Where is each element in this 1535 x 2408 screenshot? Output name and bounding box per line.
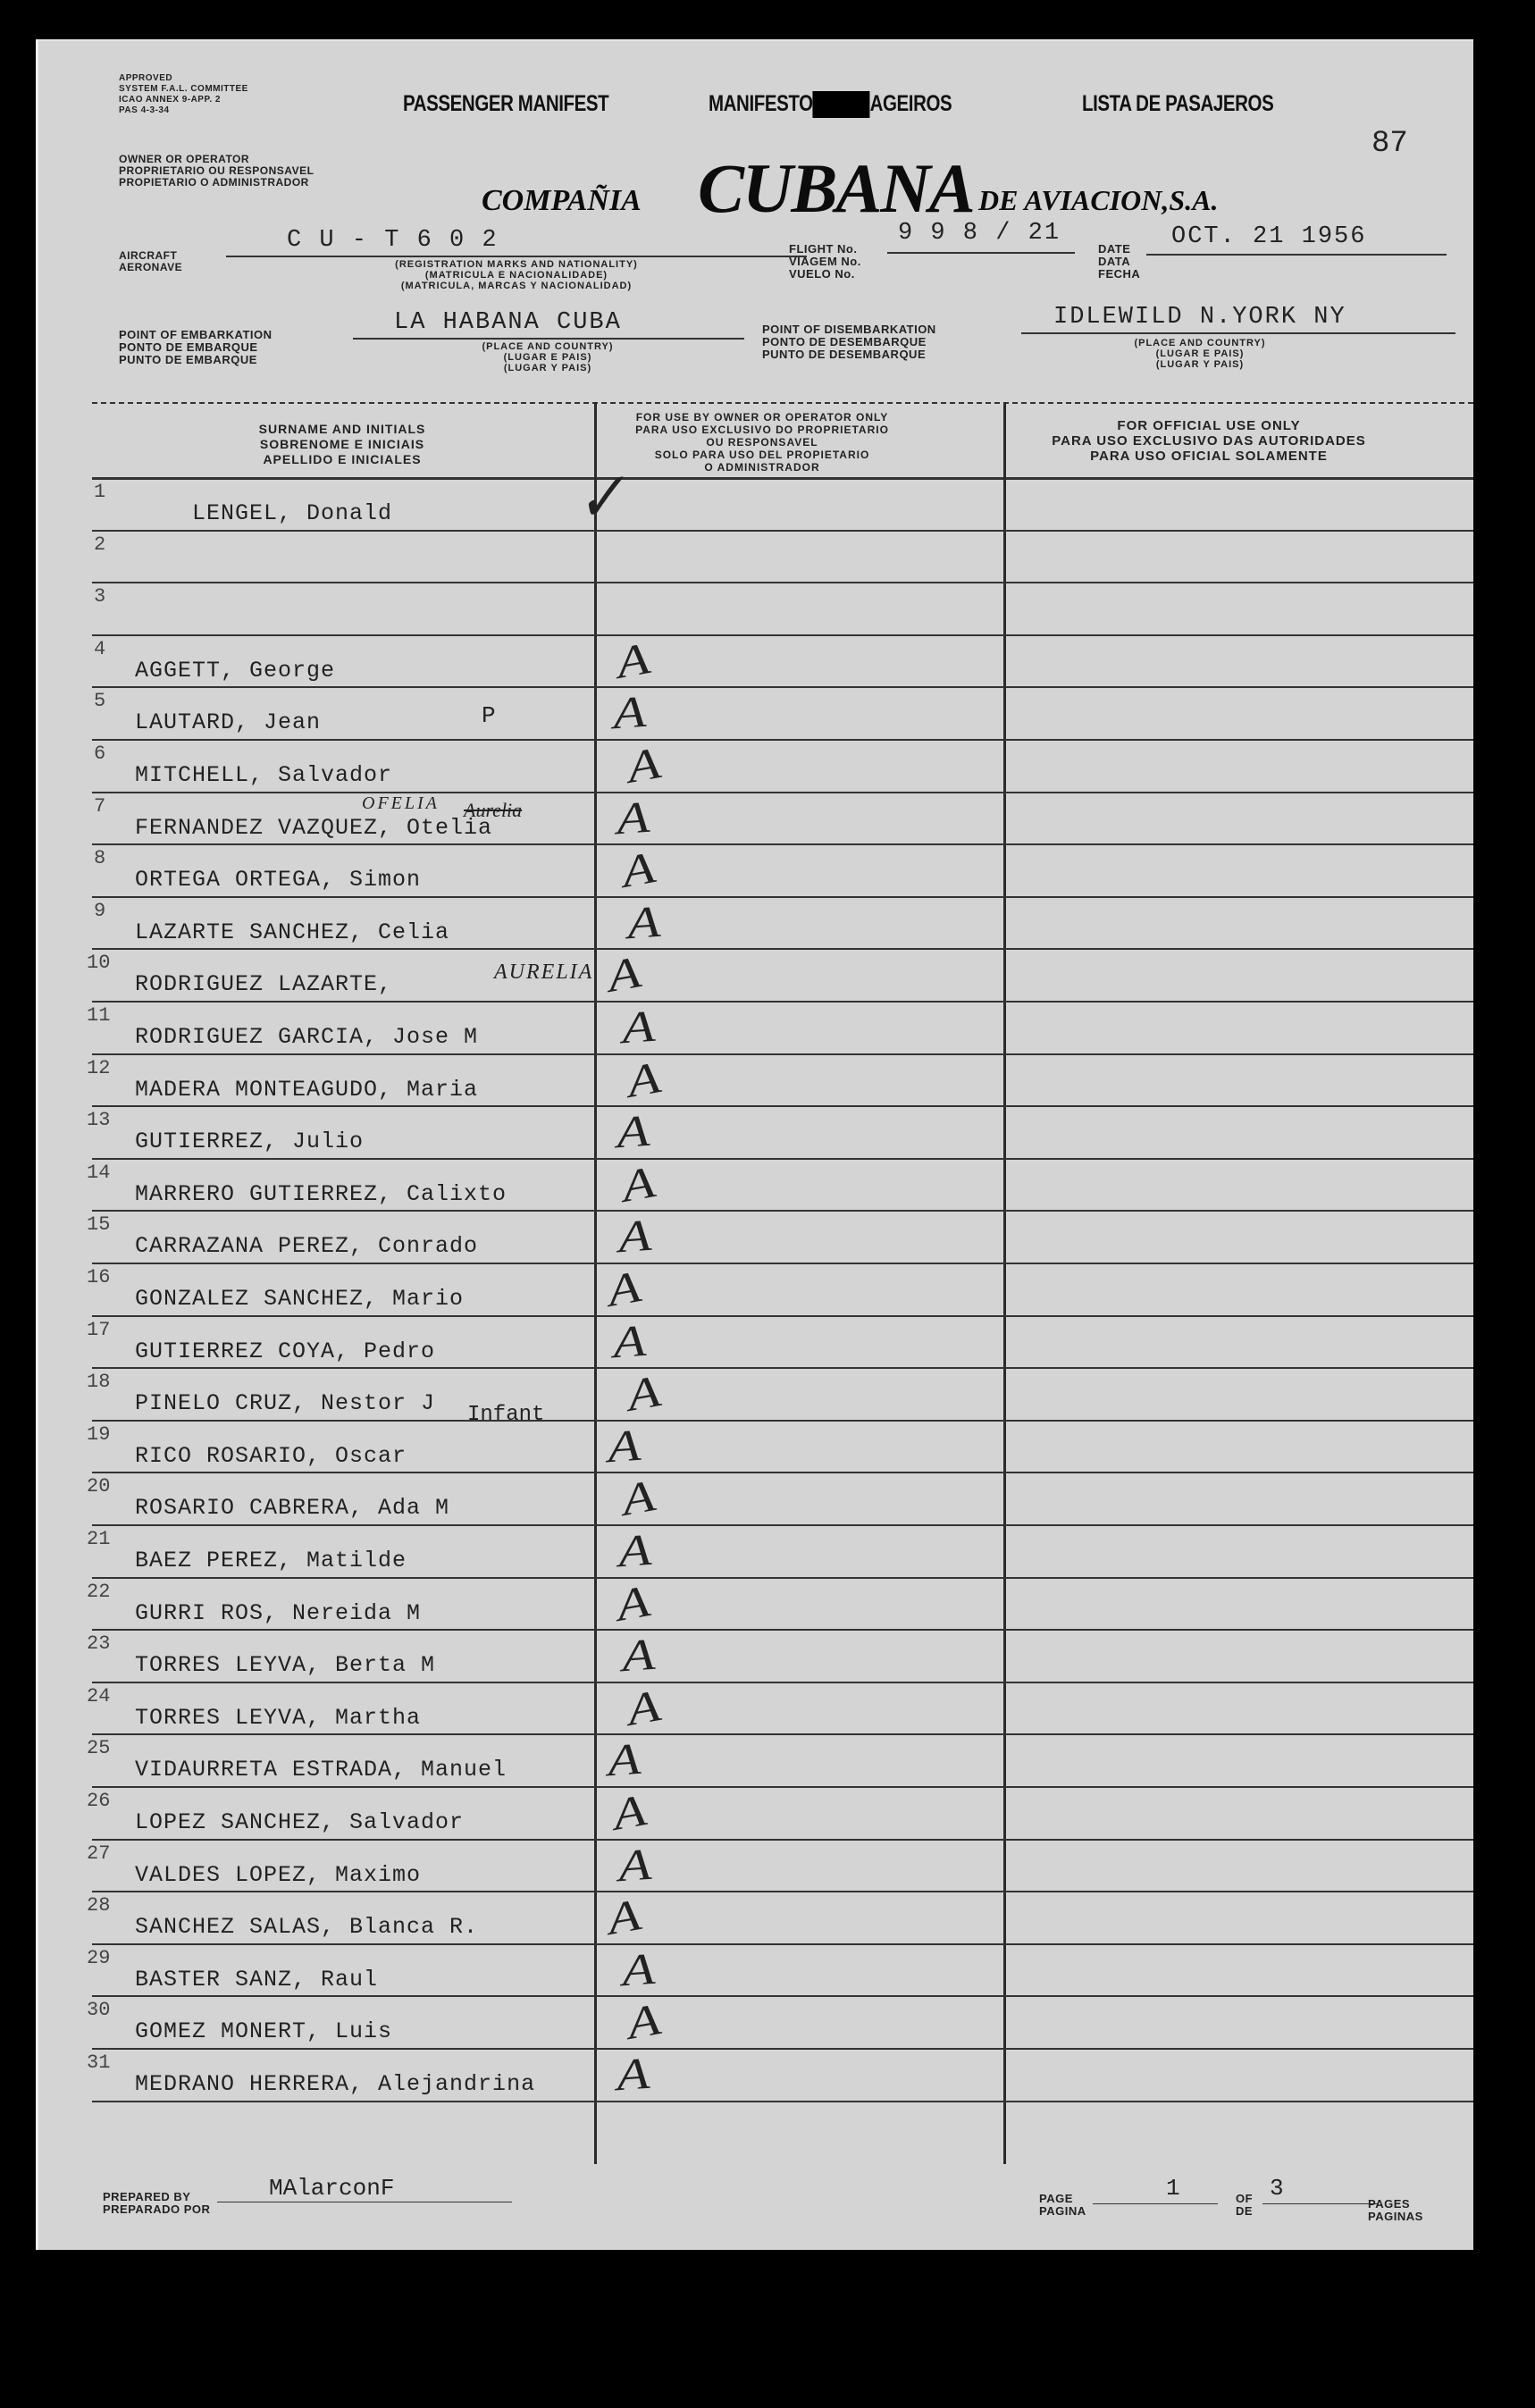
column-divider-1 [594,402,597,2164]
row-number: 19 [87,1422,111,1446]
use-mark: A [615,1104,651,1158]
title-portuguese [709,91,952,118]
title-portuguese-end: AGEIROS [869,91,952,116]
page-label: PAGINA [1039,2204,1086,2218]
col-surname-header-line: SOBRENOME E INICIAIS [259,437,425,451]
passenger-name: AGGETT, George [135,657,336,684]
disembark-sublabels [1111,338,1289,370]
row-number: 21 [87,1528,111,1550]
col-owner-use-header-line: O ADMINISTRADOR [704,461,820,474]
row-rule [92,1001,1473,1003]
flight-label: VIAGEM No. [789,255,861,268]
aircraft-sublabel: (MATRICULA E NACIONALIDADE) [424,270,608,281]
use-mark: A [617,1470,659,1526]
passenger-name: PINELO CRUZ, Nestor J [135,1390,436,1417]
table-header-bottom-border [92,477,1473,480]
row-number: 28 [87,1894,111,1917]
prepared-by-label: PREPARED BY [103,2190,191,2203]
embark-sublabel: (LUGAR Y PAIS) [503,363,592,373]
pages-label: PAGES [1368,2197,1411,2211]
owner-label: PROPIETARIO O ADMINISTRADOR [119,176,309,189]
row-number: 17 [87,1318,111,1341]
embark-sublabels [458,341,637,373]
use-mark: A [603,1261,645,1316]
embark-value: LA HABANA CUBA [394,309,622,336]
row-number: 22 [87,1580,111,1603]
aircraft-sublabel: (MATRICULA, MARCAS Y NACIONALIDAD) [400,281,633,291]
use-mark: A [623,1680,665,1735]
flight-labels [789,243,861,281]
row-number: 11 [87,1004,111,1027]
row-number: 27 [87,1842,111,1865]
col-surname-header-line: APELLIDO E INICIALES [263,452,422,466]
prepared-by-label: PREPARADO POR [103,2202,211,2216]
col-owner-use-header-line: OU RESPONSAVEL [706,436,818,449]
passenger-name: GUTIERREZ, Julio [135,1128,365,1155]
company-suffix: DE AVIACION,S.A. [978,184,1219,216]
row-number: 31 [87,2051,111,2074]
col-owner-use-header [610,411,914,474]
embark-label: PUNTO DE EMBARQUE [119,353,257,366]
col-official-header-line: FOR OFFICIAL USE ONLY [1117,418,1301,433]
check-mark: ✓ [570,461,632,537]
row-rule [92,582,1473,583]
pages-labels [1368,2198,1423,2223]
row-rule [92,1367,1473,1369]
row-number: 9 [94,899,106,922]
company-name: CUBANA [698,149,974,227]
passenger-name: RODRIGUEZ LAZARTE, [135,971,393,998]
page-underline [1093,2203,1218,2204]
date-label: FECHA [1098,267,1141,281]
row-number: 15 [87,1213,111,1237]
passenger-name: SANCHEZ SALAS, Blanca R. [135,1914,479,1941]
date-label: DATE [1098,242,1131,256]
row-rule [92,1524,1473,1526]
row-rule [92,1472,1473,1473]
date-value: OCT. 21 1956 [1171,223,1367,250]
of-label: OF [1236,2192,1254,2205]
col-owner-use-header-line: FOR USE BY OWNER OR OPERATOR ONLY [635,411,889,424]
use-mark: A [603,946,645,1003]
row-number: 6 [94,743,106,765]
row-number: 3 [94,585,106,608]
use-mark: A [603,1889,645,1944]
row-rule [92,2048,1473,2050]
column-divider-2 [1003,402,1006,2164]
use-mark: A [611,1314,648,1367]
use-mark: A [612,1574,654,1631]
embark-sublabel: (PLACE AND COUNTRY) [482,341,614,352]
row-number: 14 [87,1161,111,1184]
disembark-label: PUNTO DE DESEMBARQUE [762,348,927,361]
flight-underline [887,252,1075,254]
aircraft-sublabels [306,259,726,291]
embark-label: POINT OF EMBARKATION [119,328,273,341]
passenger-name: LAZARTE SANCHEZ, Celia [135,919,450,945]
aircraft-label: AIRCRAFT [119,249,178,262]
use-mark: A [617,1156,659,1212]
row-number: 20 [87,1475,111,1498]
passenger-name: MARRERO GUTIERREZ, Calixto [135,1180,507,1207]
disembark-value: IDLEWILD N.YORK NY [1053,304,1346,331]
passenger-name: CARRAZANA PEREZ, Conrado [135,1233,479,1260]
col-surname-header-line: SURNAME AND INITIALS [258,422,426,436]
embark-labels [119,329,273,366]
redaction-block [813,91,870,118]
passenger-name: LENGEL, Donald [192,500,393,526]
row-number: 23 [87,1632,111,1656]
row-rule [92,1105,1473,1107]
use-mark: A [608,1784,650,1840]
of-labels [1236,2193,1253,2218]
use-mark: A [611,686,648,739]
passenger-name: ORTEGA ORTEGA, Simon [135,867,422,894]
row-number: 5 [94,690,106,713]
approval-line: PAS 4-3-34 [119,105,170,115]
row-rule [92,686,1473,688]
page-labels [1039,2193,1086,2218]
passenger-name: RODRIGUEZ GARCIA, Jose M [135,1024,479,1050]
passenger-name: GOMEZ MONERT, Luis [135,2018,393,2045]
aircraft-sublabel: (REGISTRATION MARKS AND NATIONALITY) [395,259,638,270]
title-spanish: LISTA DE PASAJEROS [1082,91,1274,116]
use-mark: A [623,1993,665,2050]
owner-label: PROPRIETARIO OU RESPONSAVEL [119,164,315,177]
approval-line: ICAO ANNEX 9-APP. 2 [119,95,221,105]
row7-struck-name: Aurelia [464,798,523,821]
use-mark: A [617,1523,653,1577]
row-number: 13 [87,1109,111,1132]
row-number: 18 [87,1371,111,1394]
row-rule [92,1420,1473,1422]
row-rule [92,2101,1473,2102]
row-rule [92,792,1473,793]
row-rule [92,1053,1473,1055]
row-rule [92,1577,1473,1579]
embark-label: PONTO DE EMBARQUE [119,340,258,354]
use-mark: A [623,1051,665,1107]
row-rule [92,530,1473,532]
disembark-sublabel: (PLACE AND COUNTRY) [1134,338,1266,348]
passenger-name: MADERA MONTEAGUDO, Maria [135,1076,479,1103]
use-mark: A [617,1838,653,1891]
embark-sublabel: (LUGAR E PAIS) [503,352,592,363]
passenger-name: VIDAURRETA ESTRADA, Manuel [135,1757,507,1783]
owner-labels [119,154,314,189]
row-rule [92,1786,1473,1788]
row-rule [92,1629,1473,1631]
corner-page-number: 87 [1371,127,1408,161]
page-label: PAGE [1039,2192,1073,2205]
flight-label: FLIGHT No. [789,242,858,256]
row-rule [92,1263,1473,1264]
row-rule [92,1315,1473,1317]
use-mark: A [620,1942,657,1996]
col-owner-use-header-line: PARA USO EXCLUSIVO DO PROPRIETARIO [635,424,889,436]
use-mark: A [617,842,659,897]
passenger-name: ROSARIO CABRERA, Ada M [135,1495,450,1522]
row-rule [92,1995,1473,1997]
passenger-name: FERNANDEZ VAZQUEZ, Otelia [135,814,493,841]
row-number: 2 [94,533,106,556]
use-mark: A [620,1000,657,1053]
company-prefix: COMPAÑIA [482,184,642,217]
disembark-labels [762,323,936,361]
use-mark: A [612,633,654,688]
row-rule [92,1158,1473,1160]
passenger-name: MITCHELL, Salvador [135,762,393,788]
use-mark: A [623,737,665,793]
passenger-name: BAEZ PEREZ, Matilde [135,1548,407,1573]
row-number: 30 [87,1999,111,2022]
passenger-name: GONZALEZ SANCHEZ, Mario [135,1286,465,1312]
use-mark: A [606,1419,642,1472]
passenger-name: GURRI ROS, Nereida M [135,1599,422,1626]
row-number: 4 [94,637,106,660]
disembark-underline [1021,332,1455,334]
row-rule [92,1733,1473,1735]
date-labels [1098,243,1140,281]
date-underline [1146,254,1447,256]
row-rule [92,1891,1473,1892]
use-mark: A [617,1210,653,1263]
passenger-name: GUTIERREZ COYA, Pedro [135,1338,436,1364]
row18-infant-note: Infant [467,1403,545,1428]
of-underline [1262,2203,1379,2204]
pages-label: PAGINAS [1368,2210,1423,2223]
passenger-name: VALDES LOPEZ, Maximo [135,1861,422,1888]
flight-label: VUELO No. [789,267,855,281]
row-rule [92,739,1473,741]
row-rule [92,843,1473,845]
col-owner-use-header-line: SOLO PARA USO DEL PROPIETARIO [654,449,870,461]
col-official-header-line: PARA USO OFICIAL SOLAMENTE [1090,449,1328,464]
disembark-sublabel: (LUGAR E PAIS) [1155,348,1245,359]
passenger-name: BASTER SANZ, Raul [135,1966,379,1993]
row7-correction: OFELIA [362,793,440,813]
aircraft-value: C U - T 6 0 2 [287,227,499,254]
prepared-by-labels [103,2191,210,2216]
approval-line: SYSTEM F.A.L. COMMITTEE [119,84,248,94]
row-number: 8 [94,847,106,870]
row-rule [92,1210,1473,1212]
owner-label: OWNER OR OPERATOR [119,153,250,165]
disembark-sublabel: (LUGAR Y PAIS) [1155,359,1245,370]
passenger-name: TORRES LEYVA, Berta M [135,1652,436,1679]
row-rule [92,1682,1473,1683]
row-number: 16 [87,1266,111,1288]
passenger-name: LAUTARD, Jean [135,709,322,736]
use-mark: A [606,1733,642,1786]
manifest-page [36,39,1473,2250]
row-number: 24 [87,1684,111,1707]
use-mark: A [615,791,651,843]
passenger-name: MEDRANO HERRERA, Alejandrina [135,2071,536,2097]
disembark-label: POINT OF DISEMBARKATION [762,323,936,336]
col-surname-header [172,422,512,467]
disembark-label: PONTO DE DESEMBARQUE [762,335,927,348]
approval-block [119,73,248,116]
use-mark: A [620,1628,657,1682]
aircraft-labels [119,250,182,273]
aircraft-label: AERONAVE [119,261,183,273]
use-mark: A [625,895,662,949]
row10-correction: AURELIA [494,961,594,985]
of-label: DE [1236,2204,1254,2218]
row-number: 10 [87,952,111,975]
passenger-name: RICO ROSARIO, Oscar [135,1442,407,1469]
row-number: 1 [94,481,106,503]
title-portuguese-start: MANIFESTO [709,91,813,116]
row-rule [92,1943,1473,1945]
row-rule [92,634,1473,636]
table-top-border [92,402,1473,404]
page-value: 1 [1166,2175,1180,2202]
prepared-by-value: MAlarconF [269,2175,395,2202]
passenger-name: LOPEZ SANCHEZ, Salvador [135,1809,465,1835]
row-rule [92,948,1473,950]
row-number: 12 [87,1056,111,1079]
row-number: 7 [94,794,106,818]
date-label: DATA [1098,255,1131,268]
title-english: PASSENGER MANIFEST [403,91,609,116]
row-number: 25 [87,1737,111,1760]
col-official-header-line: PARA USO EXCLUSIVO DAS AUTORIDADES [1052,433,1366,449]
use-mark: A [623,1365,665,1421]
col-official-header [1021,418,1397,464]
of-value: 3 [1270,2175,1284,2202]
row-number: 29 [87,1946,111,1969]
row-rule [92,1839,1473,1841]
embark-underline [353,338,744,340]
flight-value: 9 9 8 / 21 [898,220,1061,247]
row-number: 26 [87,1790,111,1812]
aircraft-underline [226,256,807,257]
approval-line: APPROVED [119,73,173,83]
row-rule [92,896,1473,898]
passenger-name: TORRES LEYVA, Martha [135,1704,422,1731]
row5-marker: P [482,702,496,730]
use-mark: A [615,2047,651,2101]
